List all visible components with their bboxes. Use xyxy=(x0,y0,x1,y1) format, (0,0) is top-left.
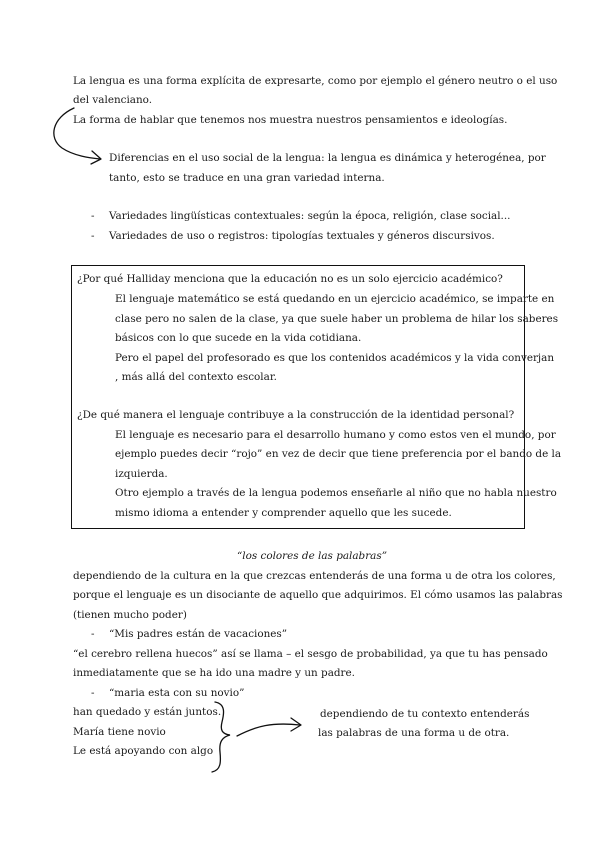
answer-2-line-3: izquierda. xyxy=(115,468,168,480)
section-title: “los colores de las palabras” xyxy=(237,550,388,562)
question-1: ¿Por qué Halliday menciona que la educación no es un solo ejercicio académico? xyxy=(77,273,503,285)
bullet-item-2: Variedades de uso o registros: tipologías textuales y géneros discursivos. xyxy=(109,230,495,242)
answer-1-line-4: Pero el papel del profesorado es que los contenidos académicos y la vida converjan xyxy=(115,352,555,364)
option-3: Le está apoyando con algo xyxy=(73,745,214,757)
colors-paragraph-line-2: porque el lenguaje es un disociante de aquello que adquirimos. El cómo usamos las palabras xyxy=(73,589,563,601)
colors-paragraph-line-1: dependiendo de la cultura en la que crezcas entenderás de una forma u de otra los colores, xyxy=(73,570,556,582)
quote-1: “Mis padres están de vacaciones” xyxy=(109,628,288,640)
bullet-marker: - xyxy=(91,230,95,242)
brain-line-1: “el cerebro rellena huecos” así se llama – el sesgo de probabilidad, ya que tu has pensado xyxy=(73,648,548,660)
answer-2-line-4: Otro ejemplo a través de la lengua podemos enseñarle al niño que no habla nuestro xyxy=(115,487,557,499)
intro-line-2: del valenciano. xyxy=(73,94,153,106)
conclusion-line-1: dependiendo de tu contexto entenderás xyxy=(320,708,530,720)
answer-2-line-5: mismo idioma a entender y comprender aquello que les sucede. xyxy=(115,507,452,519)
bullet-marker: - xyxy=(91,210,95,222)
answer-1-line-5: , más allá del contexto escolar. xyxy=(115,371,277,383)
conclusion-line-2: las palabras de una forma u de otra. xyxy=(318,727,510,739)
quote-2: “maria esta con su novio” xyxy=(109,687,245,699)
differences-line-2: tanto, esto se traduce en una gran variedad interna. xyxy=(109,172,385,184)
bullet-marker: - xyxy=(91,628,95,640)
answer-2-line-1: El lenguaje es necesario para el desarrollo humano y como estos ven el mundo, por xyxy=(115,429,556,441)
answer-1-line-1: El lenguaje matemático se está quedando en un ejercicio académico, se imparte en xyxy=(115,293,555,305)
bullet-item-1: Variedades lingüísticas contextuales: según la época, religión, clase social... xyxy=(109,210,511,222)
brain-line-2: inmediatamente que se ha ido una madre y un padre. xyxy=(73,667,355,679)
option-2: María tiene novio xyxy=(73,726,166,738)
answer-1-line-3: básicos con lo que sucede en la vida cotidiana. xyxy=(115,332,362,344)
answer-1-line-2: clase pero no salen de la clase, ya que suele haber un problema de hilar los saberes xyxy=(115,313,559,325)
answer-2-line-2: ejemplo puedes decir “rojo” en vez de decir que tiene preferencia por el bando de la xyxy=(115,448,562,460)
bullet-marker: - xyxy=(91,687,95,699)
option-1: han quedado y están juntos. xyxy=(73,706,222,718)
question-2: ¿De qué manera el lenguaje contribuye a la construcción de la identidad personal? xyxy=(77,409,515,421)
intro-line-1: La lengua es una forma explícita de expresarte, como por ejemplo el género neutro o el uso xyxy=(73,75,558,87)
intro-line-3: La forma de hablar que tenemos nos muestra nuestros pensamientos e ideologías. xyxy=(73,114,508,126)
differences-line-1: Diferencias en el uso social de la lengua: la lengua es dinámica y heterogénea, por xyxy=(109,152,546,164)
colors-paragraph-line-3: (tienen mucho poder) xyxy=(73,609,187,621)
